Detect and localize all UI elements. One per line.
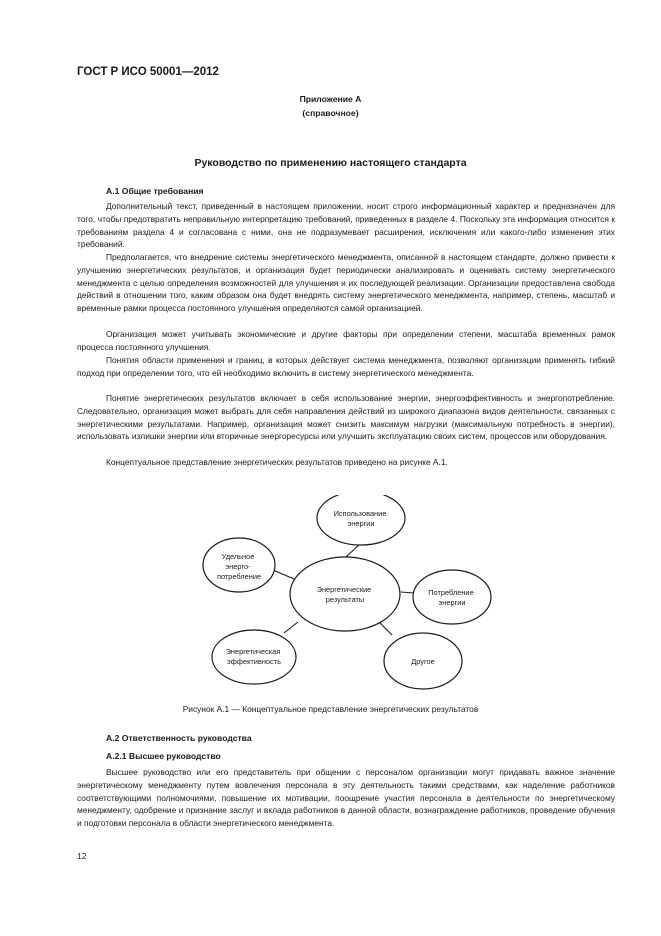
diagram-node-label: Энергетическая эффективность: [225, 647, 281, 666]
figure-caption: Рисунок А.1 — Концептуальное представление энергетических результатов: [182, 704, 479, 714]
energy-performance-diagram: [195, 495, 495, 695]
paragraph: Организация может учитывать экономические и другие факторы при определении степени, масштаба временных рамок процесса постоянного улучшения.: [77, 329, 615, 352]
section-a2-1-title: А.2.1 Высшее руководство: [106, 751, 221, 761]
paragraph: Концептуальное представление энергетических результатов приведено на рисунке А.1.: [106, 457, 448, 467]
annex-heading: Руководство по применению настоящего стандарта: [194, 157, 467, 169]
paragraph: Высшее руководство или его представитель при общении с персоналом организации могут придавать важное значение энергетическому менеджменту путем вовлечения персонала в эту деятельность такими средствами, как наделение работников соответствующими полномочиями, повышение их мотивации, поощрение участия персонала в деятельности по энергетическому менеджменту, одобрение и признание заслуг и вклада работников в данной области, вознаграждение работников, проведение обучения и подготовки персонала в области энергетического менеджмента.: [77, 767, 615, 829]
diagram-node-label: Удельное энерго- потребление: [216, 552, 262, 581]
diagram-node-label: Другое: [411, 657, 435, 666]
diagram-node-label: Потребление энергии: [428, 588, 474, 607]
document-header: ГОСТ Р ИСО 50001—2012: [77, 66, 219, 78]
annex-title: Приложение А: [299, 94, 362, 104]
page-number: 12: [77, 851, 87, 861]
section-a2-title: А.2 Ответственность руководства: [106, 733, 252, 743]
paragraph: Понятие энергетических результатов включает в себя использование энергии, энергоэффективность и энергопотребление. Следовательно, организация может выбрать для себя направления действий из широкого диапазона видов деятельности, связанных с энергетическими результатами. Например, организация может снизить максимум нагрузки (максимальную потребность в энергии), использовать излишки энергии или вторичные энергоресурсы или улучшить эксплуатацию своих систем, процессов или оборудования.: [77, 393, 615, 442]
diagram-center-label: Энергетические результаты: [316, 585, 372, 604]
diagram-node-label: Использование энергии: [333, 509, 387, 528]
section-a1-title: А.1 Общие требования: [106, 186, 204, 196]
paragraph: Понятия области применения и границ, в которых действует система менеджмента, позволяют организации применять гибкий подход при определении того, что ей необходимо включить в систему энергетического менеджмента.: [77, 355, 615, 378]
diagram-node-ellipse: [413, 570, 491, 624]
paragraph: Предполагается, что внедрение системы энергетического менеджмента, описанной в настоящем стандарте, должно привести к улучшению энергетических результатов, и организация будет периодически анализировать и оценивать систему энергетического менеджмента с целью определения возможностей для улучшения и их последующей реализации. Организации предоставлена свобода действий в отношении того, каким образом она будет внедрять систему энергетического менеджмента, например, степень, масштаб и временные рамки процесса постоянного улучшения определяются самой организацией.: [77, 252, 615, 314]
annex-subtitle: (справочное): [302, 108, 359, 118]
diagram-center-ellipse: [290, 557, 400, 631]
paragraph: Дополнительный текст, приведенный в настоящем приложении, носит строго информационный характер и предназначен для того, чтобы предотвратить неправильную интерпретацию требований, приведенных в разделе 4. Поскольку эта информация относится к требованиям раздела 4 и согласована с ними, она не подразумевает расширения, исключения или какого-либо изменения этих требований.: [77, 201, 615, 250]
